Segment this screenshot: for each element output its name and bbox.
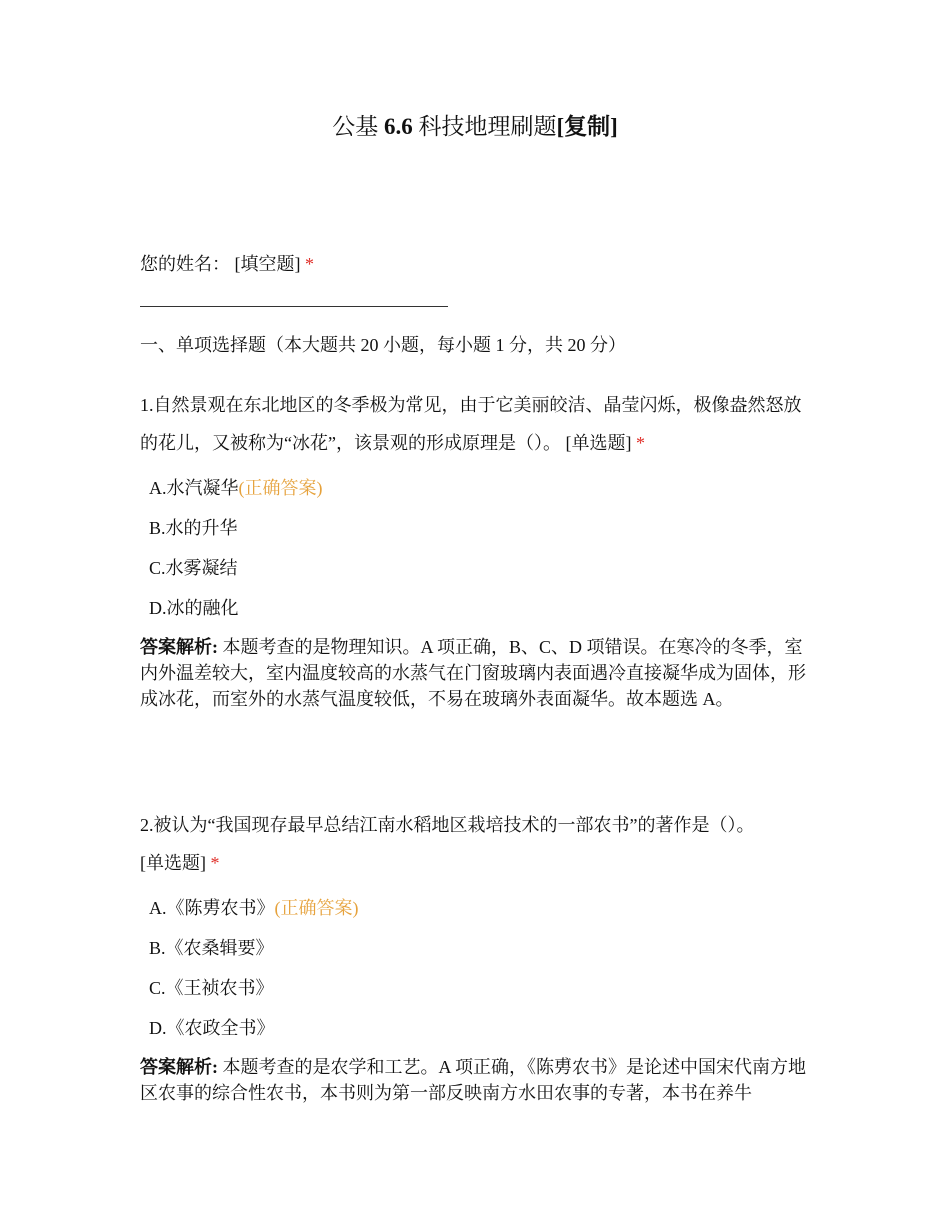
option-label: D.《农政全书》 <box>149 1018 275 1038</box>
question-2-type: [单选题] <box>140 853 206 873</box>
question-2-option-c[interactable] <box>149 976 274 1000</box>
question-2-stem: 2.被认为“我国现存最早总结江南水稻地区栽培技术的一部农书”的著作是（）。 <box>140 815 755 835</box>
question-1-required-mark: * <box>635 433 645 453</box>
section-heading: 一、单项选择题（本大题共 20 小题，每小题 1 分，共 20 分） <box>140 335 626 355</box>
question-2-required-mark: * <box>210 853 220 873</box>
question-1-option-b[interactable] <box>149 516 238 540</box>
name-input-line[interactable] <box>140 306 448 307</box>
question-1-analysis <box>140 634 812 712</box>
question-1-text <box>140 386 812 462</box>
question-1-option-a[interactable] <box>149 476 323 500</box>
title-suffix: [复制] <box>556 114 618 139</box>
title-middle: 科技地理刷题 <box>418 114 557 139</box>
question-2-option-b[interactable] <box>149 936 274 960</box>
question-2-text <box>140 806 812 882</box>
page-title <box>0 112 950 142</box>
question-2-analysis <box>140 1054 812 1106</box>
option-label: A.《陈旉农书》 <box>149 898 275 918</box>
name-label-text: 您的姓名： <box>140 254 230 274</box>
option-label: A.水汽凝华 <box>149 478 239 498</box>
question-1-option-d[interactable] <box>149 596 239 620</box>
correct-answer-mark: (正确答案) <box>238 478 323 498</box>
name-field-label <box>140 252 812 276</box>
analysis-text: 本题考查的是物理知识。A 项正确，B、C、D 项错误。在寒冷的冬季，室内外温差较大，室内温度较高的水蒸气在门窗玻璃内表面遇冷直接凝华成为固体，形成冰花，而室外的水蒸气温度较低，不易在玻璃外表面凝华。故本题选 A。 <box>140 637 806 709</box>
option-label: C.水雾凝结 <box>149 558 238 578</box>
question-2-option-a[interactable] <box>149 896 359 920</box>
option-label: C.《王祯农书》 <box>149 978 274 998</box>
required-mark: * <box>305 254 314 274</box>
name-question-type: [填空题] <box>234 254 301 274</box>
question-2-option-d[interactable] <box>149 1016 275 1040</box>
option-label: B.《农桑辑要》 <box>149 938 274 958</box>
option-label: D.冰的融化 <box>149 598 239 618</box>
correct-answer-mark: (正确答案) <box>274 898 359 918</box>
title-number: 6.6 <box>383 114 413 139</box>
title-prefix: 公基 <box>332 114 379 139</box>
question-1-stem: 1.自然景观在东北地区的冬季极为常见，由于它美丽皎洁、晶莹闪烁，极像盎然怒放的花儿，又被称为“冰花”，该景观的形成原理是（）。 <box>140 395 802 453</box>
question-1-type: [单选题] <box>565 433 632 453</box>
analysis-text: 本题考查的是农学和工艺。A 项正确，《陈旉农书》是论述中国宋代南方地区农事的综合性农书，本书则为第一部反映南方水田农事的专著，本书在养牛 <box>140 1057 807 1103</box>
analysis-label: 答案解析: <box>140 1057 218 1077</box>
analysis-label: 答案解析: <box>140 637 218 657</box>
question-1-option-c[interactable] <box>149 556 238 580</box>
option-label: B.水的升华 <box>149 518 238 538</box>
